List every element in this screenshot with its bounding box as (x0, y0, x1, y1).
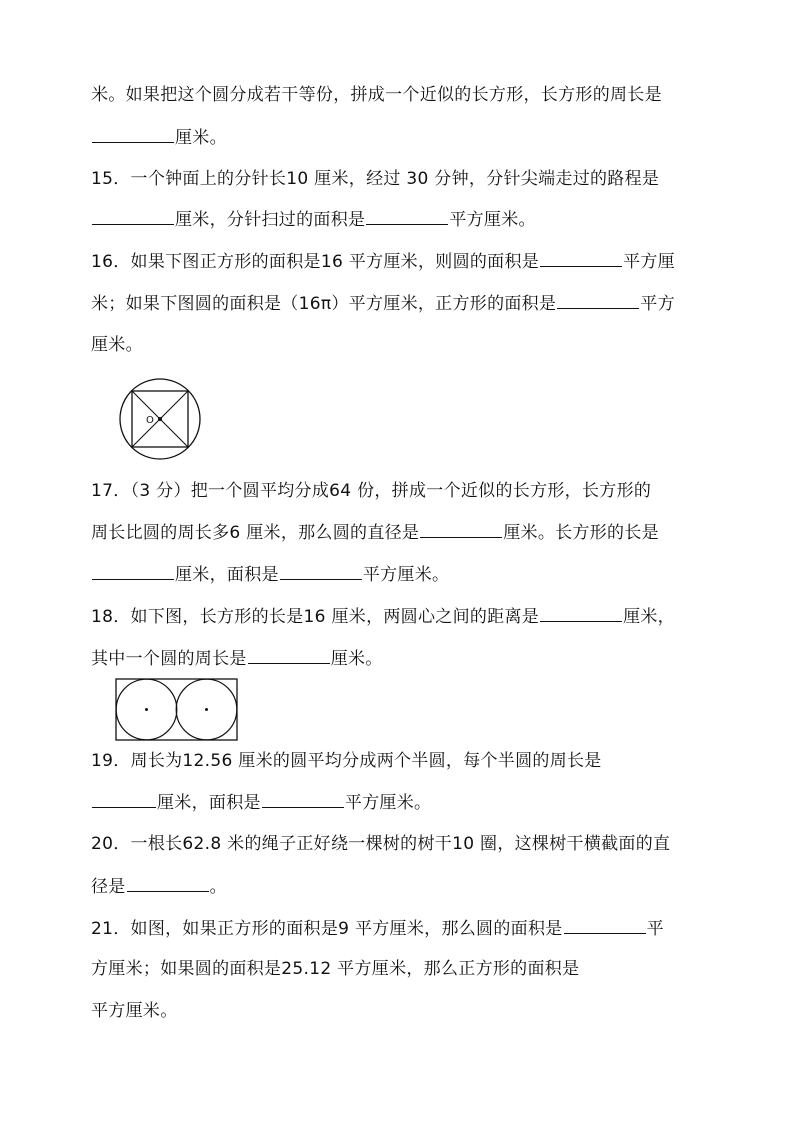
q17-text-end: 厘米。长方形的长是 (503, 523, 659, 543)
answer-blank[interactable] (92, 206, 174, 225)
q19-text-end: 平方厘米。 (344, 793, 432, 813)
q14-unit: 厘米。 (175, 128, 227, 148)
q20-line1: 20．一根长62.8 米的绳子正好绕一棵树的树干10 圈，这棵树干横截面的直 (91, 834, 671, 854)
answer-blank[interactable] (420, 519, 502, 538)
q17-text3-end: 平方厘米。 (362, 565, 450, 585)
q14-line2 (91, 124, 227, 150)
q19-line2 (91, 789, 431, 815)
q16-line1 (91, 248, 675, 274)
answer-blank[interactable] (564, 915, 646, 934)
q18-text2-end: 厘米。 (330, 649, 383, 669)
q16-text2-start: 米；如果下图圆的面积是（16π）平方厘米，正方形的面积是 (91, 294, 557, 314)
q17-text3-mid: 厘米，面积是 (175, 565, 279, 585)
figure-right-center (205, 708, 208, 711)
q18-line2 (91, 645, 383, 671)
answer-blank[interactable] (366, 206, 448, 225)
answer-blank[interactable] (92, 789, 156, 808)
two-circles-rectangle-figure (115, 678, 239, 742)
q18-text-end: 厘米， (623, 607, 675, 627)
q18-line1 (91, 603, 675, 629)
q21-text-end: 平 (646, 919, 664, 939)
q17-line1: 17．（3 分）把一个圆平均分成64 份，拼成一个近似的长方形，长方形的 (91, 481, 652, 501)
answer-blank[interactable] (92, 561, 174, 580)
q16-line3: 厘米。 (91, 335, 143, 355)
figure-center-label: O (146, 415, 154, 426)
figure-left-center (145, 708, 148, 711)
q17-line2 (91, 519, 659, 545)
q21-line2: 方厘米；如果圆的面积是25.12 平方厘米，那么正方形的面积是 (91, 959, 580, 979)
answer-blank[interactable] (248, 645, 330, 664)
q15-text-mid: 厘米，分针扫过的面积是 (175, 210, 366, 230)
answer-blank[interactable] (127, 873, 209, 892)
q16-text-start: 16．如果下图正方形的面积是16 平方厘米，则圆的面积是 (91, 252, 540, 272)
figure-center-point (158, 417, 162, 421)
q16-text-end: 平方厘 (623, 252, 675, 272)
q18-text-start: 18．如下图，长方形的长是16 厘米，两圆心之间的距离是 (91, 607, 540, 627)
q15-text-end: 平方厘米。 (449, 210, 536, 230)
q21-line1 (91, 915, 664, 941)
q15-line2 (91, 206, 536, 232)
q16-text2-end: 平方 (640, 294, 675, 314)
q20-text-end: 。 (209, 877, 227, 897)
q15-line1: 15．一个钟面上的分针长10 厘米，经过 30 分钟，分针尖端走过的路程是 (91, 169, 660, 189)
q20-text-start: 径是 (91, 877, 126, 897)
answer-blank[interactable] (540, 248, 622, 267)
q17-line3 (91, 561, 449, 587)
circle-square-figure (118, 377, 204, 463)
answer-blank[interactable] (92, 124, 174, 143)
q17-text-start: 周长比圆的周长多6 厘米，那么圆的直径是 (91, 523, 420, 543)
q20-line2 (91, 873, 227, 899)
answer-blank[interactable] (557, 290, 639, 309)
q21-text-start: 21．如图，如果正方形的面积是9 平方厘米，那么圆的面积是 (91, 919, 563, 939)
answer-blank[interactable] (540, 603, 622, 622)
q19-line1: 19．周长为12.56 厘米的圆平均分成两个半圆，每个半圆的周长是 (91, 751, 602, 771)
q21-line3: 平方厘米。 (91, 1001, 178, 1021)
answer-blank[interactable] (280, 561, 362, 580)
q19-text-mid: 厘米，面积是 (157, 793, 261, 813)
q18-text2-start: 其中一个圆的周长是 (91, 649, 247, 669)
q16-line2 (91, 290, 675, 316)
q14-line1: 米。如果把这个圆分成若干等份，拼成一个近似的长方形，长方形的周长是 (91, 85, 662, 105)
answer-blank[interactable] (262, 789, 344, 808)
